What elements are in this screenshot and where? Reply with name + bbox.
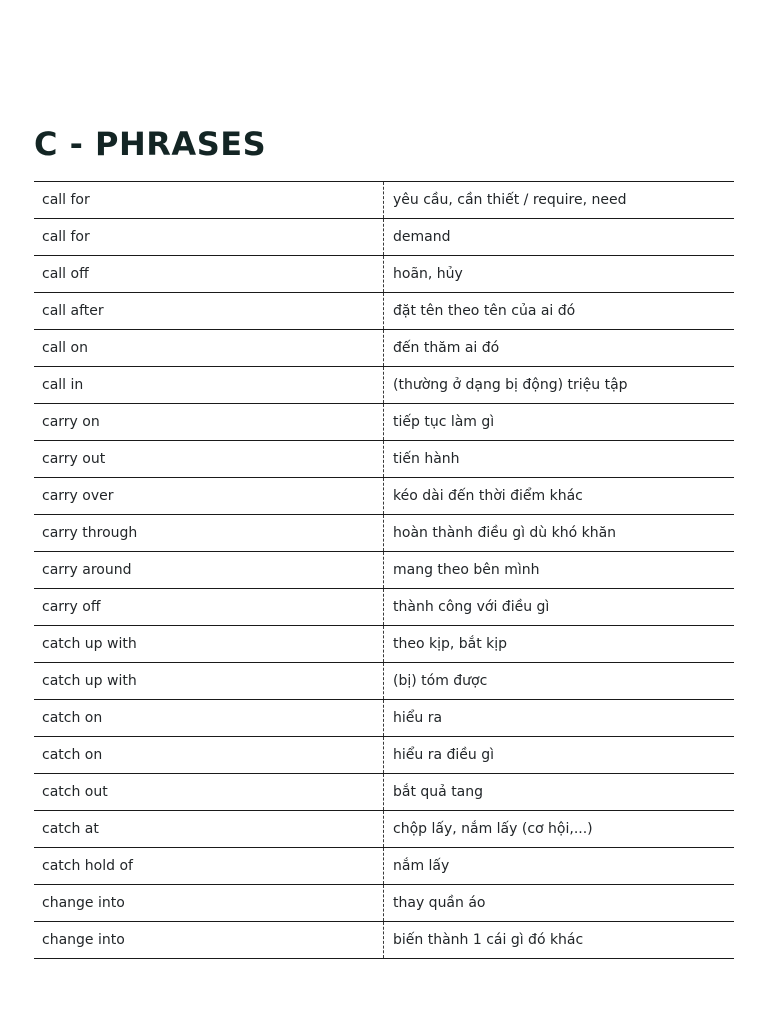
phrase-cell: catch out (34, 774, 384, 810)
meaning-cell: biến thành 1 cái gì đó khác (393, 932, 584, 948)
table-row (34, 515, 734, 552)
meaning-cell: đặt tên theo tên của ai đó (393, 303, 576, 319)
meaning-cell: hiểu ra điều gì (393, 747, 494, 763)
table-row (34, 182, 734, 219)
phrase-cell: call on (34, 330, 384, 366)
phrase-cell: carry over (34, 478, 384, 514)
phrase-cell: call for (34, 182, 384, 218)
page-title: C - PHRASES (34, 125, 267, 163)
table-row (34, 626, 734, 663)
meaning-cell: bắt quả tang (393, 784, 484, 800)
meaning-cell: hoàn thành điều gì dù khó khăn (393, 525, 617, 541)
meaning-cell: mang theo bên mình (393, 562, 540, 578)
meaning-cell: chộp lấy, nắm lấy (cơ hội,...) (393, 821, 593, 837)
phrase-cell: catch up with (34, 626, 384, 662)
table-row (34, 700, 734, 737)
phrase-cell: call in (34, 367, 384, 403)
phrase-cell: catch on (34, 737, 384, 773)
meaning-cell: thành công với điều gì (393, 599, 550, 615)
meaning-cell: đến thăm ai đó (393, 340, 500, 356)
phrase-cell: carry through (34, 515, 384, 551)
table-row (34, 589, 734, 626)
phrase-cell: carry off (34, 589, 384, 625)
meaning-cell: (bị) tóm được (393, 673, 488, 689)
meaning-cell: tiến hành (393, 451, 460, 467)
phrase-cell: carry out (34, 441, 384, 477)
table-row (34, 441, 734, 478)
phrase-cell: call after (34, 293, 384, 329)
table-row (34, 885, 734, 922)
table-row (34, 922, 734, 959)
table-row (34, 552, 734, 589)
phrase-table (34, 181, 734, 959)
phrase-cell: carry around (34, 552, 384, 588)
table-row (34, 811, 734, 848)
phrase-cell: catch up with (34, 663, 384, 699)
table-row (34, 737, 734, 774)
meaning-cell: (thường ở dạng bị động) triệu tập (393, 377, 628, 393)
table-row (34, 774, 734, 811)
table-row (34, 367, 734, 404)
table-row (34, 478, 734, 515)
phrase-cell: catch at (34, 811, 384, 847)
table-row (34, 219, 734, 256)
meaning-cell: thay quần áo (393, 895, 486, 911)
meaning-cell: nắm lấy (393, 858, 450, 874)
meaning-cell: hiểu ra (393, 710, 443, 726)
phrase-cell: call off (34, 256, 384, 292)
table-row (34, 293, 734, 330)
meaning-cell: yêu cầu, cần thiết / require, need (393, 192, 627, 208)
table-row (34, 256, 734, 293)
phrase-cell: call for (34, 219, 384, 255)
meaning-cell: kéo dài đến thời điểm khác (393, 488, 583, 504)
phrase-cell: catch hold of (34, 848, 384, 884)
phrase-cell: change into (34, 922, 384, 958)
meaning-cell: demand (393, 229, 451, 245)
meaning-cell: tiếp tục làm gì (393, 414, 495, 430)
meaning-cell: theo kịp, bắt kịp (393, 636, 508, 652)
meaning-cell: hoãn, hủy (393, 266, 463, 282)
table-row (34, 404, 734, 441)
table-row (34, 663, 734, 700)
phrase-cell: change into (34, 885, 384, 921)
phrase-cell: carry on (34, 404, 384, 440)
phrase-cell: catch on (34, 700, 384, 736)
table-row (34, 848, 734, 885)
table-row (34, 330, 734, 367)
